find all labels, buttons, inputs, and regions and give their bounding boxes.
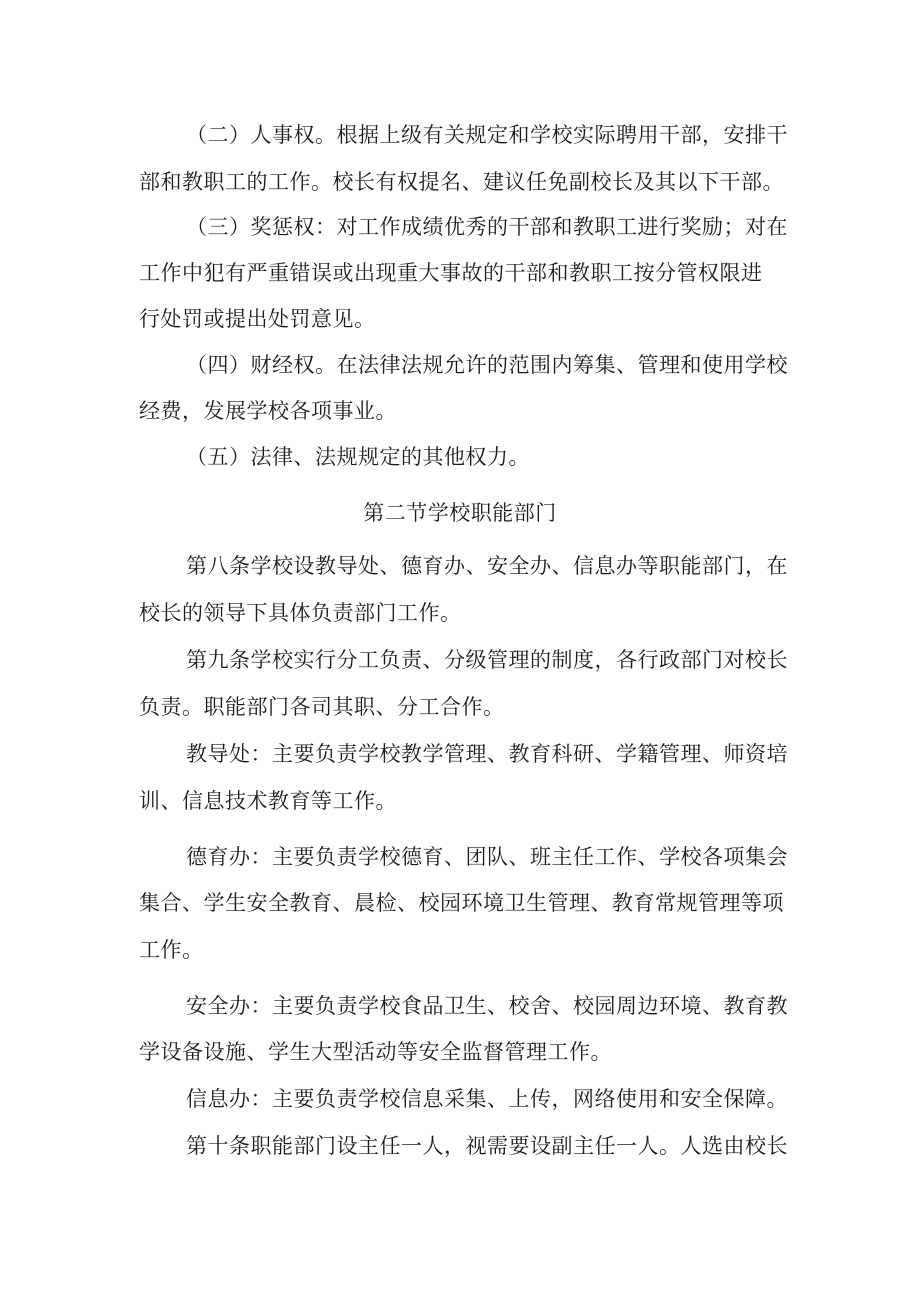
paragraph-line: 第十条职能部门设主任一人，视需要设副主任一人。人选由校长 xyxy=(186,1134,788,1158)
paragraph-line: （四）财经权。在法律法规允许的范围内筹集、管理和使用学校 xyxy=(186,353,788,377)
paragraph-line: 行处罚或提出处罚意见。 xyxy=(139,307,376,331)
paragraph-line: 教导处：主要负责学校教学管理、教育科研、学籍管理、师资培 xyxy=(186,742,788,766)
paragraph-line: 工作。 xyxy=(139,938,204,962)
paragraph-line: （三）奖惩权：对工作成绩优秀的干部和教职工进行奖励；对在 xyxy=(186,215,788,239)
paragraph-line: 部和教职工的工作。校长有权提名、建议任免副校长及其以下干部。 xyxy=(139,170,784,194)
paragraph-line: 德育办：主要负责学校德育、团队、班主任工作、学校各项集会 xyxy=(186,845,788,869)
paragraph-line: （二）人事权。根据上级有关规定和学校实际聘用干部，安排干 xyxy=(186,123,788,147)
paragraph-line: 工作中犯有严重错误或出现重大事故的干部和教职工按分管权限进 xyxy=(139,261,763,285)
paragraph-line: 负责。职能部门各司其职、分工合作。 xyxy=(139,695,505,719)
paragraph-line: 第八条学校设教导处、德育办、安全办、信息办等职能部门，在 xyxy=(186,554,788,578)
paragraph-line: 集合、学生安全教育、晨检、校园环境卫生管理、教育常规管理等项 xyxy=(139,891,784,915)
paragraph-line: 信息办：主要负责学校信息采集、上传，网络使用和安全保障。 xyxy=(186,1087,788,1111)
paragraph-line: 安全办：主要负责学校食品卫生、校舍、校园周边环境、教育教 xyxy=(186,994,788,1018)
paragraph-line: 第九条学校实行分工负责、分级管理的制度，各行政部门对校长 xyxy=(186,648,788,672)
paragraph-line: 学设备设施、学生大型活动等安全监督管理工作。 xyxy=(139,1040,612,1064)
paragraph-line: 经费，发展学校各项事业。 xyxy=(139,399,397,423)
section-heading: 第二节学校职能部门 xyxy=(363,501,557,525)
paragraph-line: （五）法律、法规规定的其他权力。 xyxy=(186,445,530,469)
paragraph-line: 校长的领导下具体负责部门工作。 xyxy=(139,601,462,625)
paragraph-line: 训、信息技术教育等工作。 xyxy=(139,789,397,813)
